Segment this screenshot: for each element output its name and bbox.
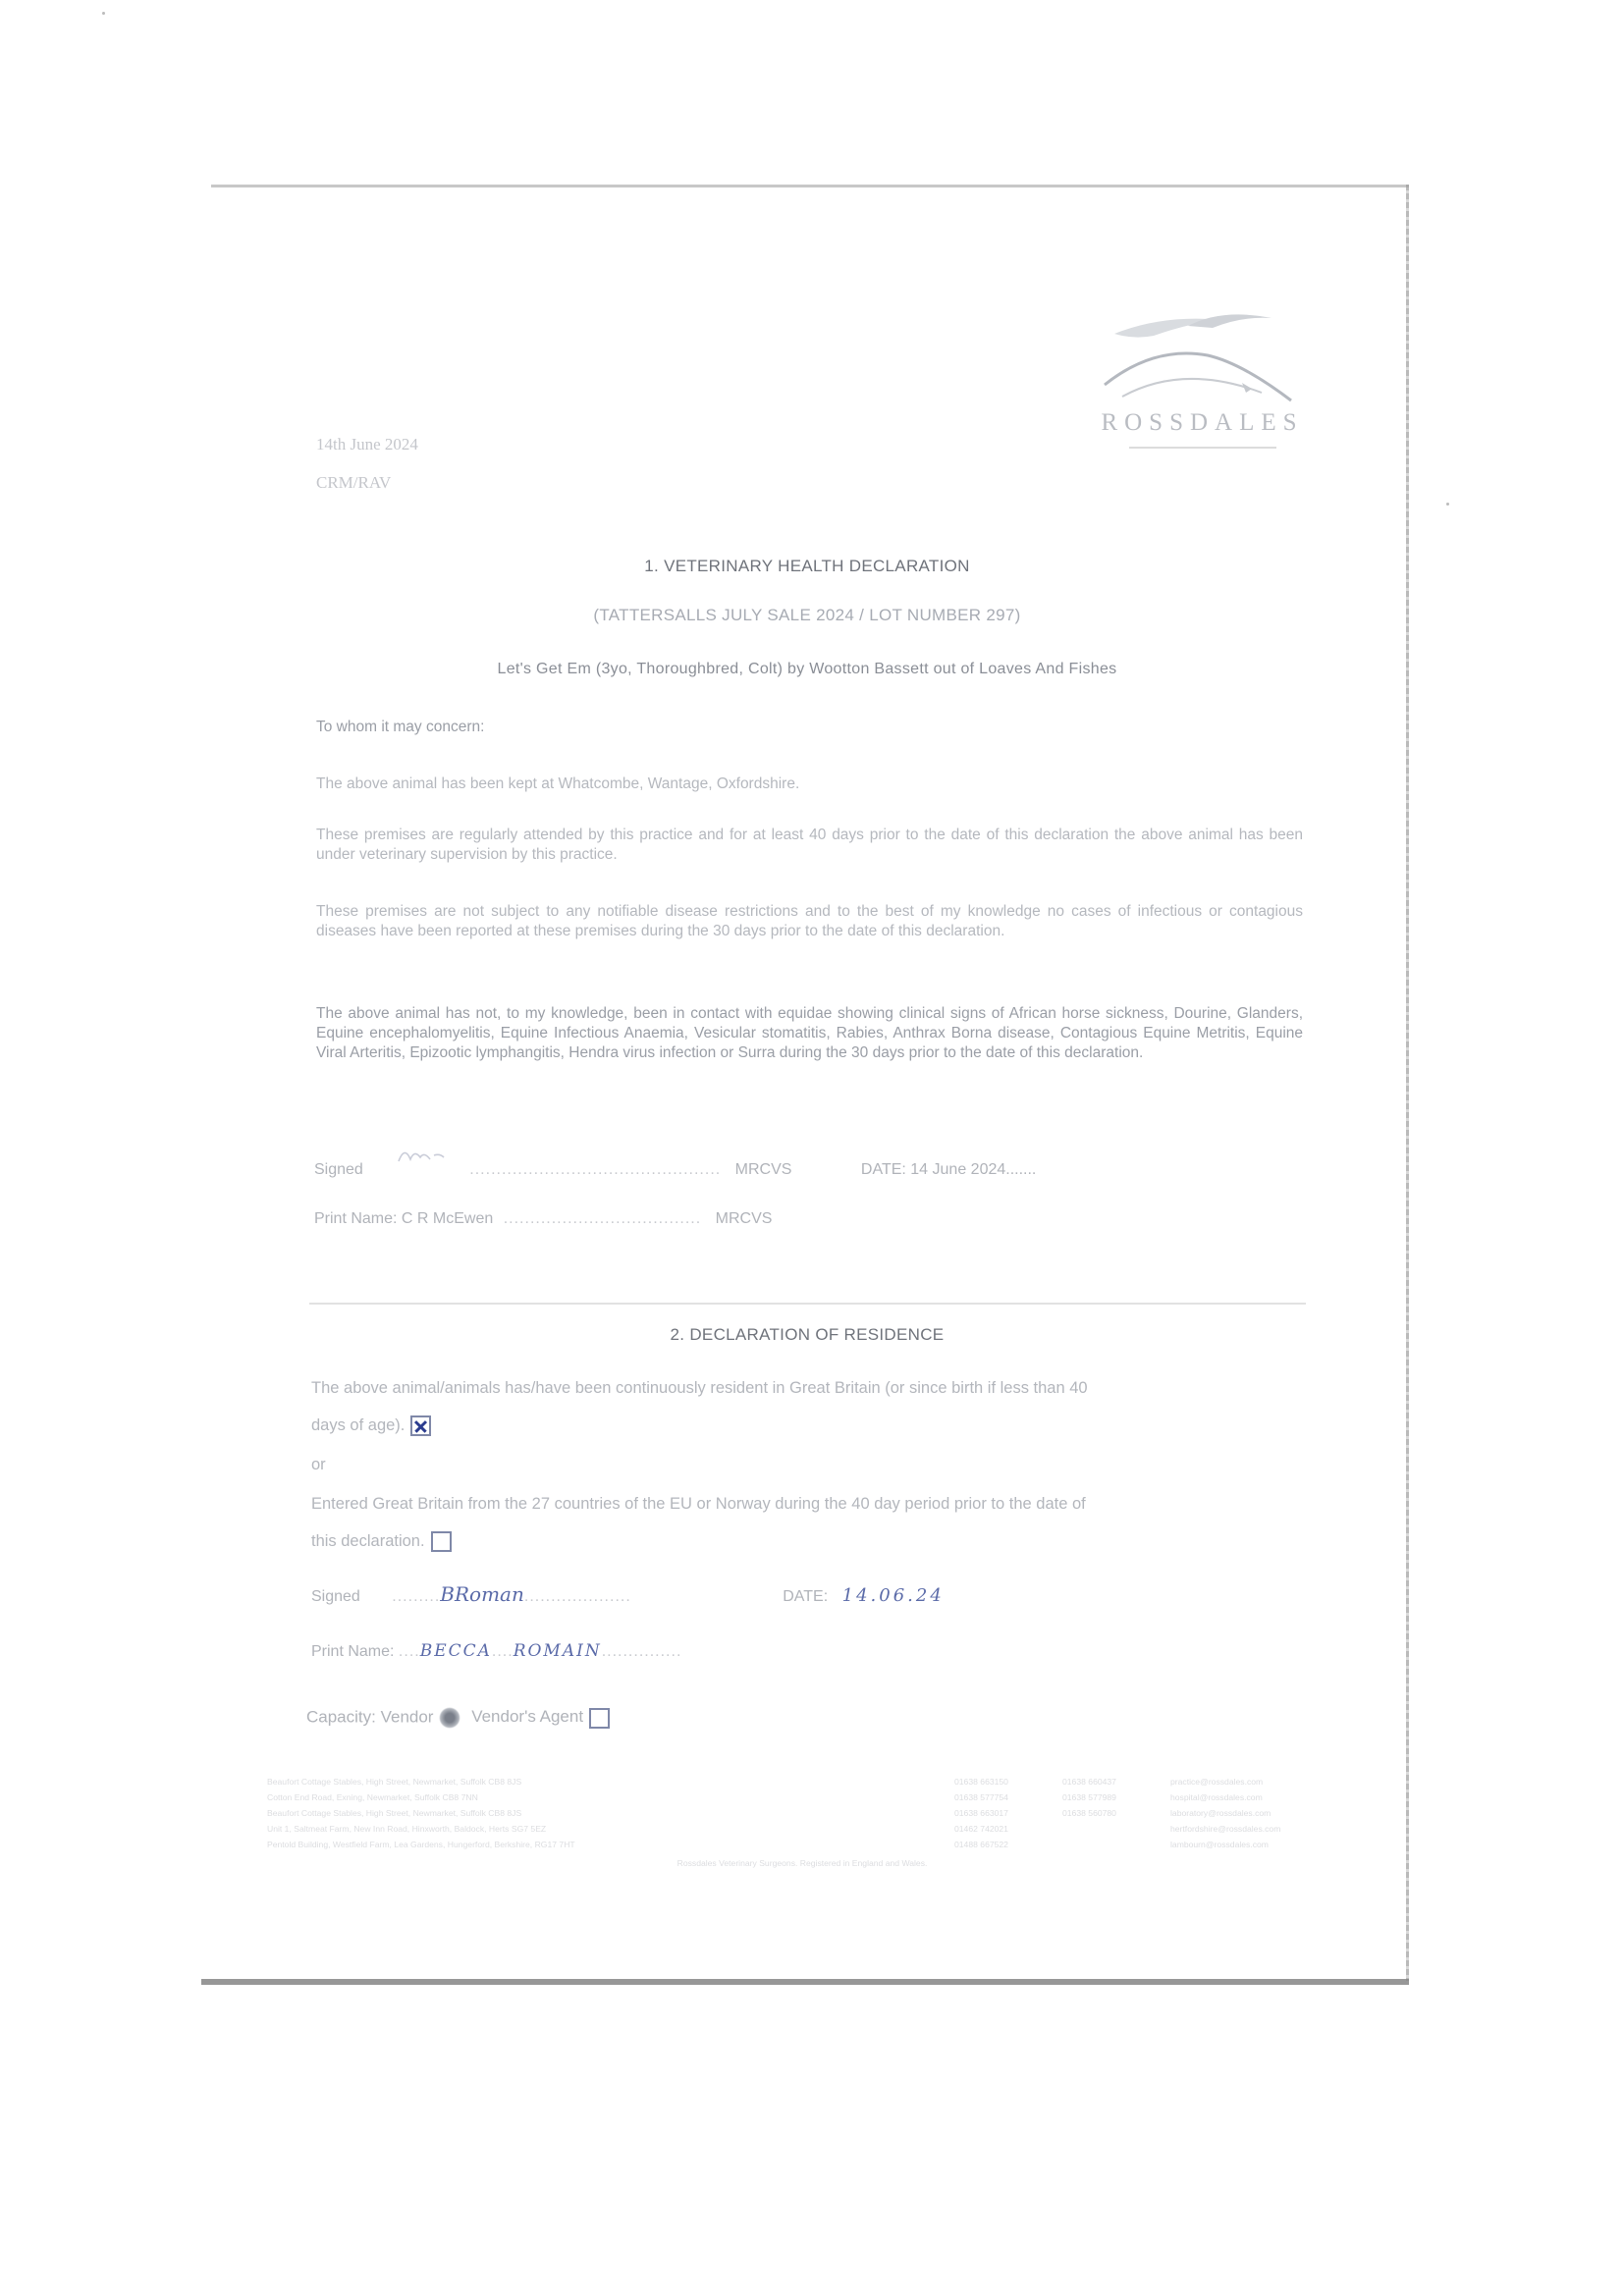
vendor-print-last: ROMAIN	[513, 1641, 602, 1661]
vendor-date-label: DATE:	[783, 1588, 829, 1605]
declaration-paragraph: The above animal has been kept at Whatcombe, Wantage, Oxfordshire.	[316, 775, 800, 792]
vendor-print-first: BECCA	[419, 1641, 492, 1661]
vendor-signature: BRoman	[440, 1582, 524, 1606]
footer-phone: 01488 667522	[954, 1840, 1008, 1849]
footer-email: hertfordshire@rossdales.com	[1170, 1824, 1281, 1834]
footer-address: Unit 1, Saltmeat Farm, New Inn Road, Hinxworth, Baldock, Herts SG7 5EZ	[267, 1824, 547, 1834]
section2-title: 2. DECLARATION OF RESIDENCE	[670, 1325, 945, 1344]
footer-row	[267, 1805, 1337, 1821]
footer-fax	[1062, 1821, 1170, 1837]
vet-print-mrcvs: MRCVS	[715, 1210, 773, 1227]
rossdales-logo-icon	[1095, 306, 1311, 463]
vet-mrcvs-label: MRCVS	[734, 1161, 792, 1178]
vendor-signature-dots: ....................	[523, 1588, 631, 1605]
footer-legal: Rossdales Veterinary Surgeons. Registered in England and Wales.	[676, 1858, 928, 1868]
vet-signed-label: Signed	[314, 1161, 363, 1178]
footer-email: lambourn@rossdales.com	[1170, 1840, 1269, 1849]
footer-fax: 01638 577989	[1062, 1792, 1116, 1802]
declaration-paragraph: These premises are not subject to any notifiable disease restrictions and to the best of my knowledge no cases of infectious or contagious diseases have been reported at these premises during the 30 days prior to the date of this declaration.	[316, 903, 1303, 939]
footer-row	[267, 1774, 1337, 1789]
vendor-date: 14.06.24	[841, 1585, 945, 1606]
letter-date: 14th June 2024	[316, 435, 418, 454]
vendor-print-label: Print Name:	[311, 1643, 395, 1660]
residence-option-1-line2: days of age).	[311, 1416, 406, 1434]
option-2-checkbox[interactable]	[431, 1531, 452, 1552]
scan-speck	[1446, 503, 1449, 506]
section1-subtitle: (TATTERSALLS JULY SALE 2024 / LOT NUMBER 297)	[593, 606, 1021, 624]
residence-option-2	[311, 1485, 1293, 1560]
footer-email: laboratory@rossdales.com	[1170, 1808, 1271, 1818]
vendor-print-dots: ...............	[601, 1643, 682, 1660]
residence-option-1-line1: The above animal/animals has/have been continuously resident in Great Britain (or since birth if less than 40	[311, 1379, 1088, 1397]
vendor-signed-label: Signed	[311, 1588, 360, 1605]
vendor-signature-dots: .........	[392, 1588, 441, 1605]
vet-signature-line: ...............................................	[469, 1161, 722, 1178]
brand-tagline-rule	[1129, 447, 1276, 449]
page-top-edge	[211, 185, 1409, 187]
vet-print-name: Print Name: C R McEwen	[314, 1210, 494, 1227]
capacity-agent-label: Vendor's Agent	[471, 1707, 584, 1727]
footer-phone: 01638 663150	[954, 1777, 1008, 1787]
residence-option-1	[311, 1369, 1293, 1444]
declaration-paragraph: The above animal has not, to my knowledge, been in contact with equidae showing clinical signs of African horse sickness, Dourine, Glanders, Equine encephalomyelitis, Equine Infectious Anaemia, Vesicular stomatitis, Rabies, Anthrax Borna disease, Contagious Equine Metritis, Equine Viral Arteritis, Epizootic lymphangitis, Hendra virus infection or Surra during the 30 days prior to the date of this declaration.	[316, 1005, 1303, 1061]
footer-row	[267, 1837, 1337, 1852]
footer-row	[267, 1821, 1337, 1837]
page-bottom-edge	[201, 1979, 1409, 1985]
footer-phone: 01638 577754	[954, 1792, 1008, 1802]
footer-address: Beaufort Cottage Stables, High Street, Newmarket, Suffolk CB8 8JS	[267, 1808, 522, 1818]
capacity-vendor-label: Capacity: Vendor	[306, 1707, 434, 1727]
letter-reference: CRM/RAV	[316, 473, 392, 492]
capacity-agent-checkbox[interactable]	[589, 1708, 610, 1729]
residence-option-2-line1: Entered Great Britain from the 27 countries of the EU or Norway during the 40 day period prior to the date of	[311, 1495, 1086, 1513]
footer-phone: 01638 663017	[954, 1808, 1008, 1818]
footer-fax: 01638 660437	[1062, 1777, 1116, 1787]
footer-phone: 01462 742021	[954, 1824, 1008, 1834]
horse-description: Let's Get Em (3yo, Thoroughbred, Colt) by Wootton Bassett out of Loaves And Fishes	[497, 661, 1117, 677]
salutation: To whom it may concern:	[316, 719, 485, 735]
residence-or: or	[311, 1456, 326, 1473]
vet-date: DATE: 14 June 2024.......	[860, 1161, 1037, 1178]
footer-fax: 01638 560780	[1062, 1808, 1116, 1818]
vendor-print-dots: ....	[398, 1643, 420, 1660]
section1-title: 1. VETERINARY HEALTH DECLARATION	[644, 557, 970, 575]
option-1-checkbox[interactable]	[410, 1415, 431, 1436]
footer-email: practice@rossdales.com	[1170, 1777, 1264, 1787]
scan-speck	[102, 12, 105, 15]
footer-row	[267, 1789, 1337, 1805]
declaration-paragraph: These premises are regularly attended by this practice and for at least 40 days prior to the date of this declaration the above animal has been under veterinary supervision by this practice.	[316, 827, 1303, 863]
section-divider	[309, 1303, 1306, 1305]
vet-signature-icon	[395, 1142, 454, 1171]
footer-email: hospital@rossdales.com	[1170, 1792, 1263, 1802]
footer-address: Beaufort Cottage Stables, High Street, Newmarket, Suffolk CB8 8JS	[267, 1777, 522, 1787]
vet-print-line: .....................................	[503, 1210, 702, 1227]
footer-fax	[1062, 1837, 1170, 1852]
footer-address: Pentold Building, Westfield Farm, Lea Gardens, Hungerford, Berkshire, RG17 7HT	[267, 1840, 575, 1849]
capacity-vendor-mark-icon[interactable]	[439, 1707, 460, 1729]
letter-footer	[267, 1774, 1337, 1871]
vendor-print-dots: ....	[491, 1643, 514, 1660]
residence-option-2-line2: this declaration.	[311, 1532, 425, 1550]
page-right-edge	[1406, 185, 1409, 1981]
brand-wordmark: ROSSDALES	[1101, 409, 1304, 436]
footer-address: Cotton End Road, Exning, Newmarket, Suffolk CB8 7NN	[267, 1792, 478, 1802]
